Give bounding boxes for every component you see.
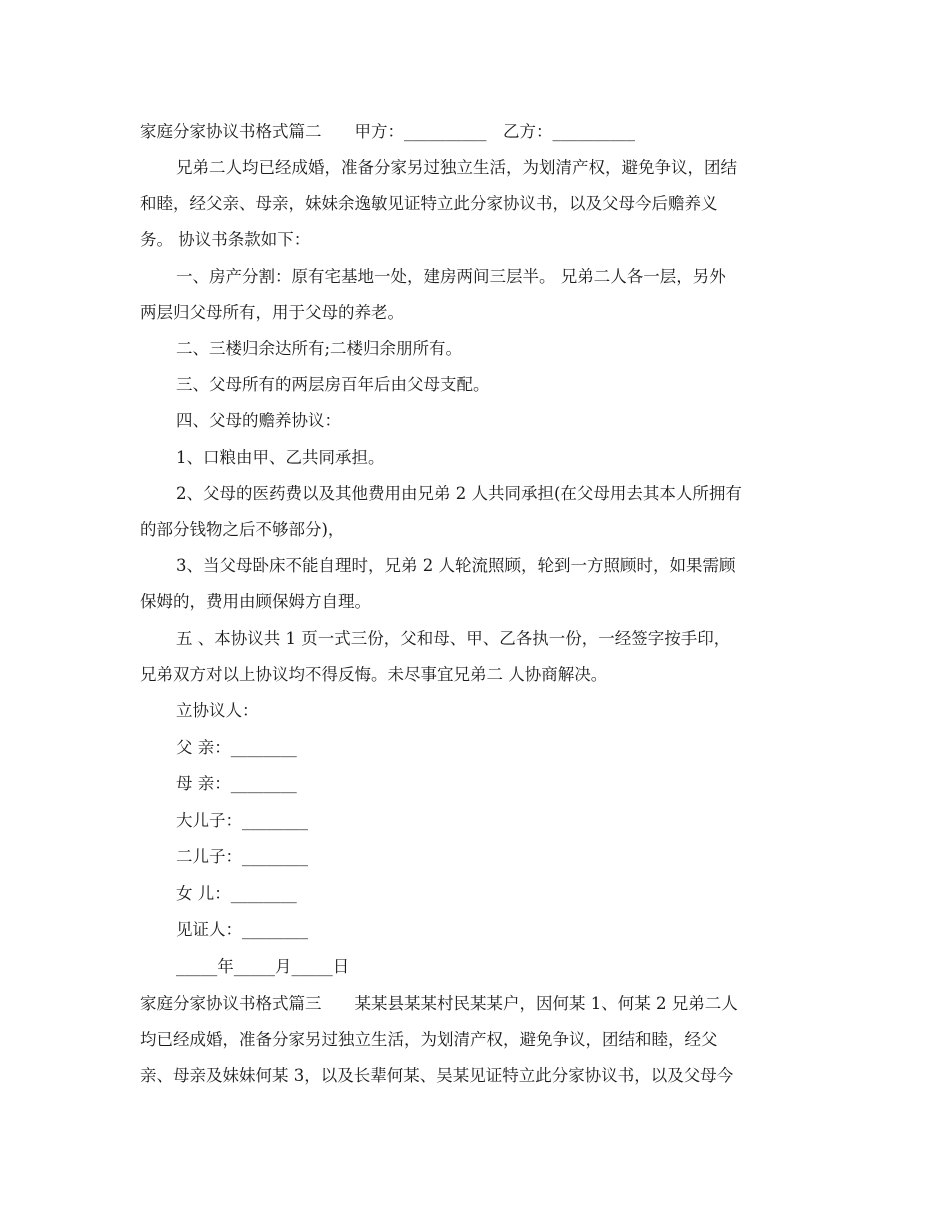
date-line: _____年_____月_____日: [176, 957, 350, 976]
clause-line: 1、口粮由甲、乙共同承担。: [176, 448, 385, 467]
signature-line-witness: 见证人：________: [176, 920, 308, 939]
clause-line: 两层归父母所有，用于父母的养老。: [140, 303, 404, 322]
paragraph-line: 务。 协议书条款如下：: [140, 230, 311, 249]
paragraph-line: 亲、母亲及妹妹何某 3，以及长辈何某、吴某见证特立此分家协议书，以及父母今: [140, 1066, 734, 1085]
paragraph-line: 均已经成婚，准备分家另过独立生活，为划清产权，避免争议，团结和睦，经父: [140, 1030, 718, 1049]
clause-line: 3、当父母卧床不能自理时，兄弟 2 人轮流照顾，轮到一方照顾时，如果需顾: [176, 556, 736, 575]
signature-line-second-son: 二儿子：________: [176, 847, 308, 866]
signature-line-daughter: 女 儿：________: [176, 884, 297, 903]
clause-line: 保姆的，费用由顾保姆方自理。: [140, 592, 371, 611]
signature-line-father: 父 亲：________: [176, 738, 297, 757]
clause-line: 兄弟双方对以上协议均不得反悔。未尽事宜兄弟二 人协商解决。: [140, 665, 608, 684]
clause-line: 2、父母的医药费以及其他费用由兄弟 2 人共同承担(在父母用去其本人所拥有: [176, 484, 742, 503]
paragraph-line: 兄弟二人均已经成婚，准备分家另过独立生活，为划清产权，避免争议，团结: [176, 158, 737, 177]
paragraph-line: 和睦，经父亲、母亲，妹妹余逸敏见证特立此分家协议书，以及父母今后赡养义: [140, 194, 718, 213]
clause-line: 的部分钱物之后不够部分)，: [140, 520, 345, 539]
signature-line-mother: 母 亲：________: [176, 774, 297, 793]
signature-line-elder-son: 大儿子：________: [176, 811, 308, 830]
clause-line: 五 、本协议共 1 页一式三份，父和母、甲、乙各执一份，一经签字按手印，: [176, 629, 731, 648]
section-heading-3: 家庭分家协议书格式篇三 某某县某某村民某某户，因何某 1、何某 2 兄弟二人: [140, 994, 738, 1013]
clause-line: 二、三楼归余达所有;二楼归余朋所有。: [176, 339, 463, 358]
section-heading-2: 家庭分家协议书格式篇二 甲方：__________ 乙方：__________: [140, 122, 635, 141]
signatories-label: 立协议人：: [176, 701, 259, 720]
clause-line: 一、房产分割：原有宅基地一处，建房两间三层半。 兄弟二人各一层，另外: [176, 267, 726, 286]
clause-line: 三、父母所有的两层房百年后由父母支配。: [176, 375, 490, 394]
clause-line: 四、父母的赡养协议：: [176, 411, 341, 430]
